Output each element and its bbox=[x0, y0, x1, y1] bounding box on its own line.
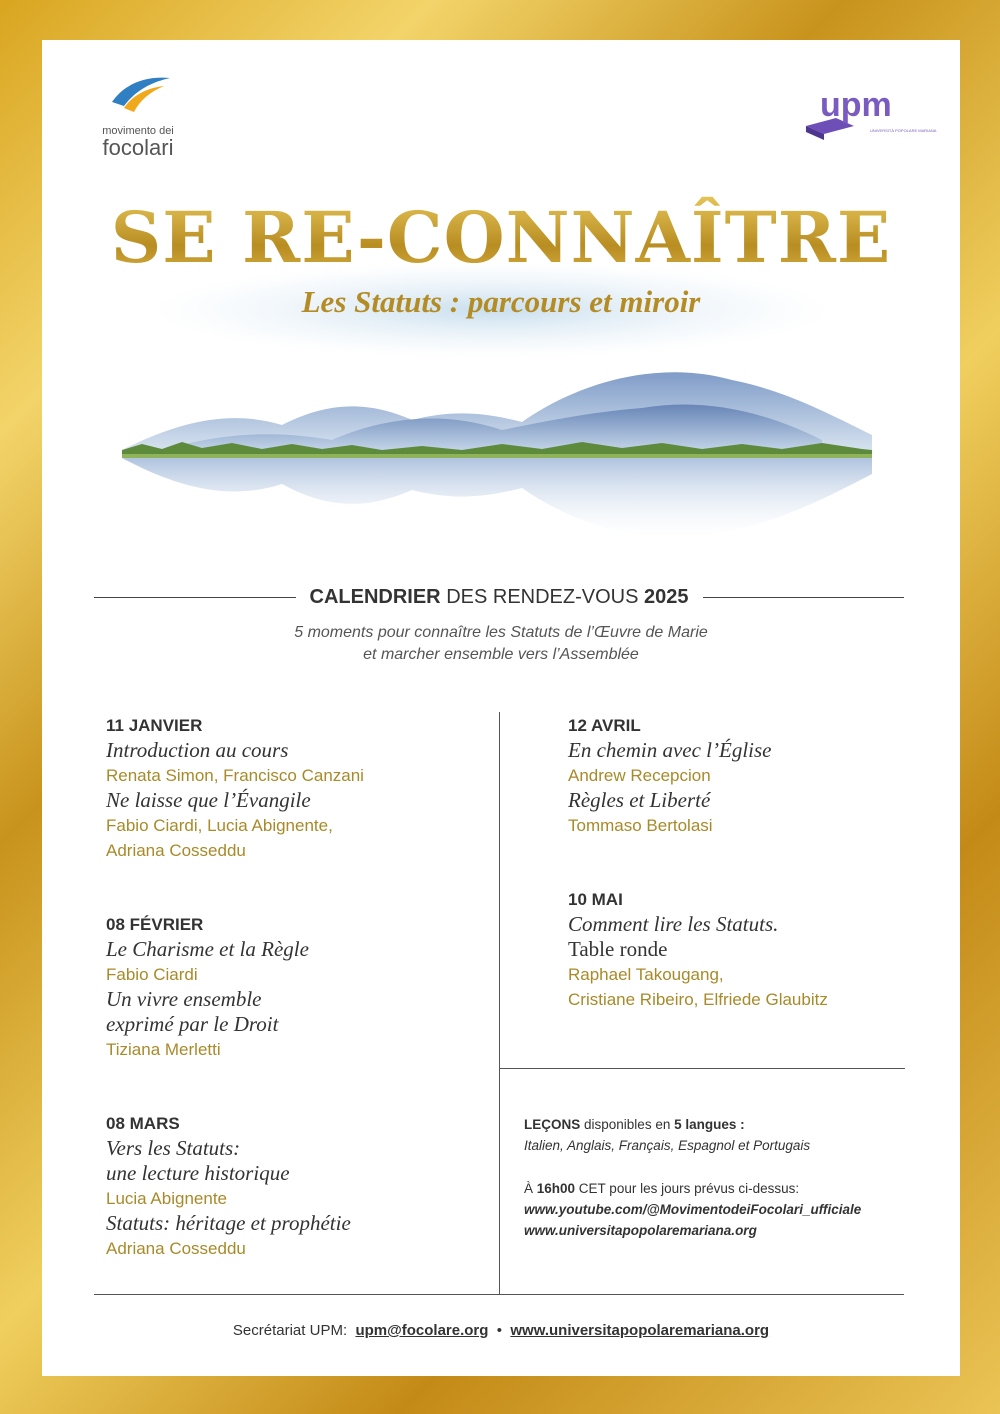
event-title: Comment lire les Statuts. bbox=[568, 912, 779, 936]
event-february bbox=[106, 915, 309, 1062]
event-speakers: Raphael Takougang, bbox=[568, 965, 724, 984]
mountain-lake-illustration bbox=[122, 350, 882, 570]
upm-website-link[interactable]: www.universitapopolaremariana.org bbox=[524, 1223, 757, 1238]
footer bbox=[42, 1322, 960, 1339]
time-line bbox=[524, 1178, 924, 1199]
event-title: Un vivre ensemble bbox=[106, 987, 262, 1011]
event-title: Table ronde bbox=[568, 937, 668, 961]
column-divider bbox=[499, 712, 500, 1294]
event-may bbox=[568, 890, 828, 1012]
event-title: En chemin avec l’Église bbox=[568, 738, 772, 762]
footer-label: Secrétariat UPM: bbox=[232, 1322, 348, 1339]
youtube-link[interactable]: www.youtube.com/@MovimentodeiFocolari_ufficiale bbox=[524, 1202, 862, 1217]
event-speakers: Adriana Cosseddu bbox=[106, 1239, 246, 1258]
upm-logo bbox=[802, 84, 937, 144]
intro-line-1: 5 moments pour connaître les Statuts de l’Œuvre de Marie bbox=[294, 624, 708, 641]
time-pre: À bbox=[524, 1181, 537, 1196]
event-title: exprimé par le Droit bbox=[106, 1012, 279, 1036]
event-title: Le Charisme et la Règle bbox=[106, 937, 309, 961]
time-post: CET pour les jours prévus ci-dessus: bbox=[575, 1181, 800, 1196]
event-speakers: Fabio Ciardi, Lucia Abignente, bbox=[106, 816, 333, 835]
upm-logo-subtext: UNIVERSITÀ POPOLARE MARIANA bbox=[870, 128, 937, 133]
footer-email-link[interactable]: upm@focolare.org bbox=[355, 1322, 489, 1339]
calendar-heading-text bbox=[296, 586, 703, 609]
footer-separator: • bbox=[496, 1322, 503, 1339]
event-title: Ne laisse que l’Évangile bbox=[106, 788, 311, 812]
event-speakers: Renata Simon, Francisco Canzani bbox=[106, 766, 364, 785]
event-title: une lecture historique bbox=[106, 1161, 290, 1185]
event-date: 10 MAI bbox=[568, 890, 623, 909]
time-strong: 16h00 bbox=[536, 1181, 576, 1196]
intro-line-2: et marcher ensemble vers l’Assemblée bbox=[363, 646, 639, 663]
lessons-strong: LEÇONS bbox=[524, 1117, 581, 1132]
right-column-divider bbox=[499, 1068, 905, 1069]
focolari-swoosh-icon bbox=[108, 72, 174, 118]
event-title: Vers les Statuts: bbox=[106, 1136, 241, 1160]
event-january bbox=[106, 716, 364, 863]
heading-mid: DES RENDEZ-VOUS bbox=[440, 585, 644, 608]
event-date: 12 AVRIL bbox=[568, 716, 641, 735]
languages-list: Italien, Anglais, Français, Espagnol et Portugais bbox=[524, 1138, 811, 1153]
bottom-divider bbox=[94, 1294, 904, 1295]
event-speakers: Adriana Cosseddu bbox=[106, 841, 246, 860]
poster-card bbox=[42, 40, 960, 1376]
page-title: SE RE-CONNAÎTRE bbox=[42, 196, 960, 279]
upm-logo-text: upm bbox=[820, 86, 892, 124]
event-title: Introduction au cours bbox=[106, 738, 289, 762]
lessons-line bbox=[524, 1114, 924, 1135]
event-title: Statuts: héritage et prophétie bbox=[106, 1211, 351, 1235]
heading-year: 2025 bbox=[644, 585, 689, 608]
lessons-mid: disponibles en bbox=[580, 1117, 675, 1132]
lessons-info bbox=[524, 1114, 924, 1241]
event-speakers: Cristiane Ribeiro, Elfriede Glaubitz bbox=[568, 990, 828, 1009]
heading-strong: CALENDRIER bbox=[309, 585, 441, 608]
lessons-langs: 5 langues : bbox=[674, 1117, 745, 1132]
event-speakers: Lucia Abignente bbox=[106, 1189, 227, 1208]
page-subtitle: Les Statuts : parcours et miroir bbox=[301, 284, 701, 319]
heading-rule-right bbox=[703, 597, 905, 598]
calendar-intro bbox=[42, 622, 960, 666]
event-speakers: Tiziana Merletti bbox=[106, 1040, 221, 1059]
event-date: 08 FÉVRIER bbox=[106, 915, 204, 934]
focolari-logo-small-text: movimento dei bbox=[102, 125, 174, 137]
footer-site-link[interactable]: www.universitapopolaremariana.org bbox=[510, 1322, 770, 1339]
event-april bbox=[568, 716, 772, 838]
calendar-heading bbox=[94, 582, 904, 612]
event-date: 11 JANVIER bbox=[106, 716, 203, 735]
event-date: 08 MARS bbox=[106, 1114, 180, 1133]
event-speakers: Andrew Recepcion bbox=[568, 766, 711, 785]
heading-rule-left bbox=[94, 597, 296, 598]
event-speakers: Tommaso Bertolasi bbox=[568, 816, 713, 835]
event-title: Règles et Liberté bbox=[568, 788, 711, 812]
focolari-logo-big-text: focolari bbox=[102, 135, 174, 160]
event-march bbox=[106, 1114, 351, 1261]
event-speakers: Fabio Ciardi bbox=[106, 965, 198, 984]
focolari-logo bbox=[88, 72, 188, 159]
